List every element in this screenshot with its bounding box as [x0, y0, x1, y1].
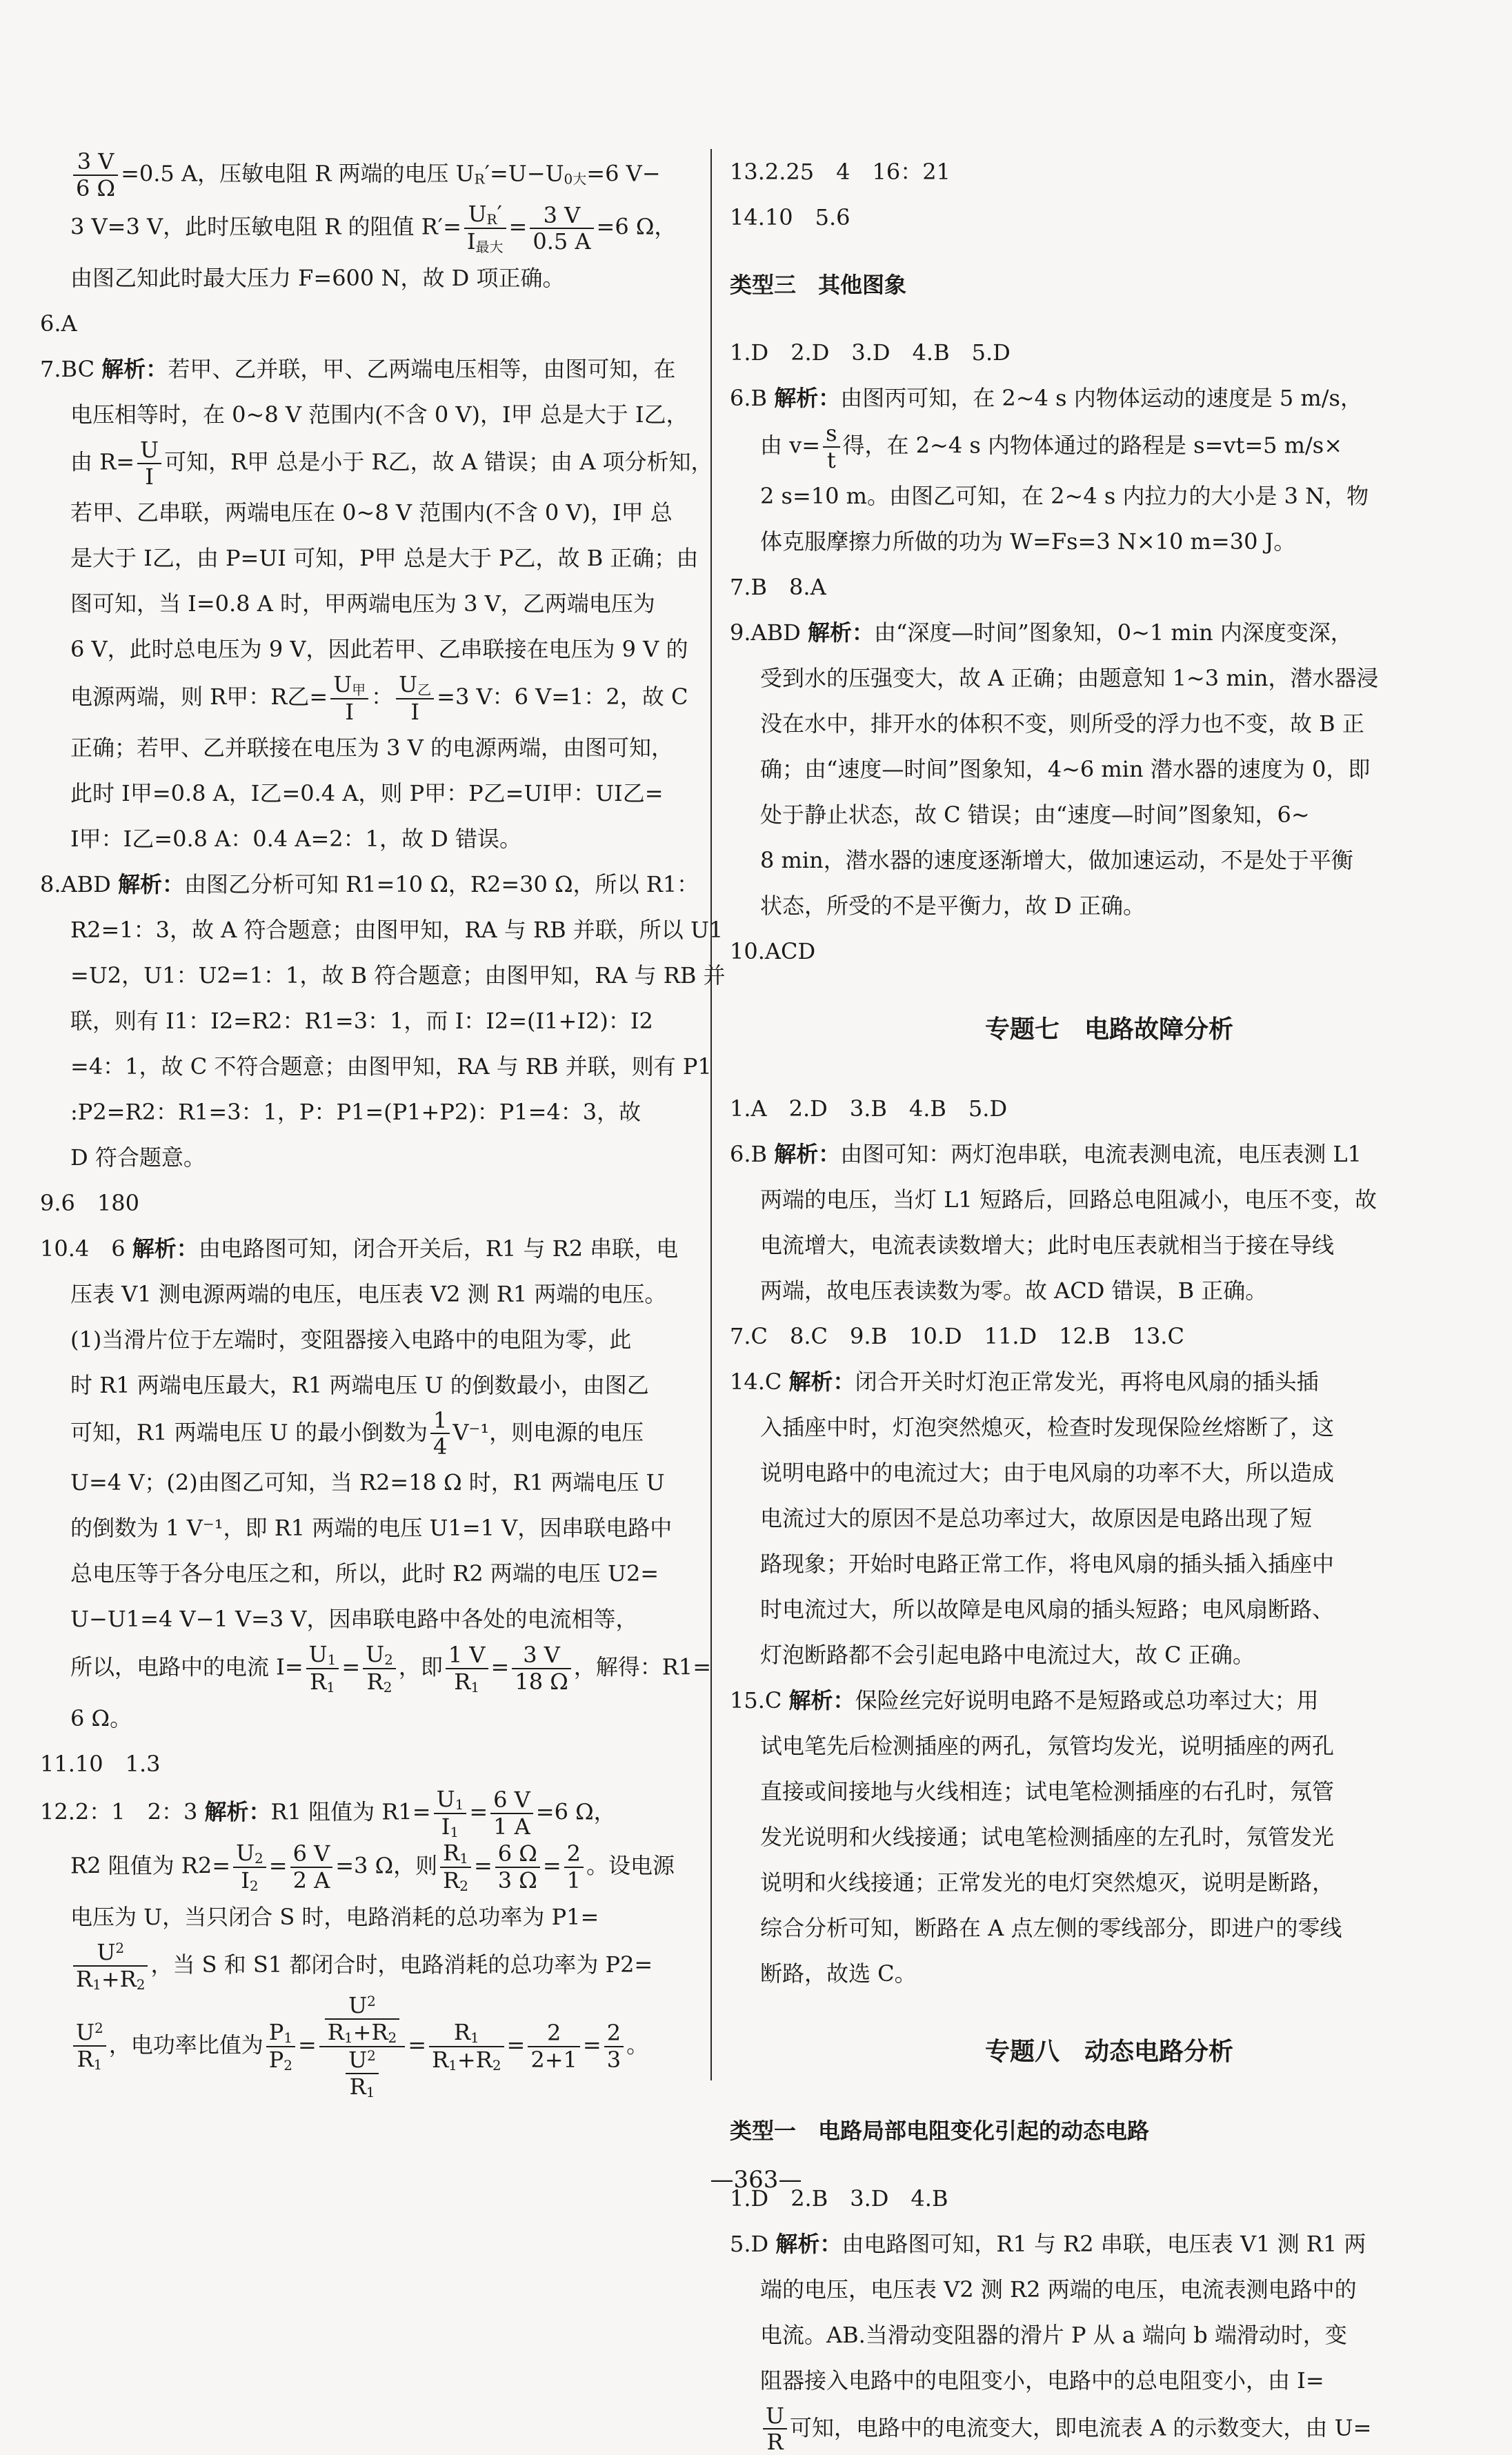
right-line: $\frac{U}{R}$ 可知，电路中的电流变大，即电流表 A 的示数变大，由 U=: [730, 2403, 1489, 2455]
fraction: $\frac{P_1}{P_2}$: [266, 2020, 295, 2074]
right-line: 电流。AB.当滑动变阻器的滑片 P 从 a 端向 b 端滑动时，变: [760, 2321, 1347, 2348]
right-line: 综合分析可知，断路在 A 点左侧的零线部分，即进户的零线: [760, 1914, 1342, 1941]
left-line: D 符合题意。: [70, 1144, 206, 1171]
answer-line: 7.BC 解析：若甲、乙并联，甲、乙两端电压相等，由图可知，在: [40, 356, 676, 383]
answer-line: 7.B 8.A: [730, 573, 826, 600]
fraction: $\frac{3 V}{6 \Omega}$: [73, 149, 118, 201]
fraction: $\frac{2}{3}$: [604, 2020, 624, 2073]
topic-heading: 专题八 动态电路分析: [984, 2037, 1233, 2066]
answer-line: 1.D 2.D 3.D 4.B 5.D: [730, 339, 1011, 366]
answer-line: 1.A 2.D 3.B 4.B 5.D: [730, 1095, 1008, 1122]
fraction: $\frac{U_甲}{I}$: [330, 672, 368, 725]
fraction: $\frac{1 V}{R_1}$: [446, 1642, 488, 1696]
fraction: $\frac{U^2}{R_1+R_2}$: [325, 1993, 399, 2046]
right-line: 路现象；开始时电路正常工作，将电风扇的插头插入插座中: [760, 1550, 1335, 1577]
right-line: 阻器接入电路中的电阻变小，电路中的总电阻变小，由 I=: [760, 2367, 1324, 2394]
fraction: $\frac{U_1}{I_1}$: [434, 1787, 467, 1840]
answer-line: 7.C 8.C 9.B 10.D 11.D 12.B 13.C: [730, 1322, 1184, 1349]
left-line: =U2，U1：U2=1：1，故 B 符合题意；由图甲知，RA 与 RB 并: [70, 962, 726, 988]
left-line: 6 Ω。: [70, 1705, 132, 1732]
fraction: $\frac{3 V}{18 \Omega}$: [512, 1642, 570, 1695]
left-line: (1)当滑片位于左端时，变阻器接入电路中的电阻为零，此: [70, 1326, 632, 1353]
left-line: 图可知，当 I=0.8 A 时，甲两端电压为 3 V，乙两端电压为: [70, 590, 655, 617]
fraction: $\frac{U^2}{R_1+R_2}$: [73, 1940, 148, 1993]
answer-line: 6.B 解析：由图丙可知，在 2~4 s 内物体运动的速度是 5 m/s，: [730, 385, 1362, 411]
fraction: $\frac{U}{I}$: [137, 437, 161, 490]
left-line: 此时 I甲=0.8 A，I乙=0.4 A，则 P甲：P乙=UI甲：UI乙=: [70, 779, 664, 806]
fraction: $\frac{2}{2+1}$: [528, 2020, 580, 2073]
answer-line: 5.D 解析：由电路图可知，R1 与 R2 串联，电压表 V1 测 R1 两: [730, 2230, 1366, 2257]
left-line: $\frac{U^2}{R_1+R_2}$ ，当 S 和 S1 都闭合时，电路消耗的总功率为 P2=: [40, 1940, 702, 1993]
answer-line: 15.C 解析：保险丝完好说明电路不是短路或总功率过大；用: [730, 1687, 1319, 1713]
answer-line: 10.ACD: [730, 937, 816, 964]
left-line: $\frac{3 V}{6 \Omega}$ =0.5 A，压敏电阻 R 两端的电压 $U_R'=U-U_{0大}=6$ V−: [40, 149, 702, 201]
left-line: $\frac{U^2}{R_1}$ ，电功率比值为 $\frac{P_1}{P_2}$ = $\frac{\frac{U^2}{R_1+R_2}}{\frac{U^2}{R_1}}$ = $\frac{R_1}{R_1+R_2}$ = $\frac{2}{2+1}$ = $\frac{2}{3}$ 。: [40, 1993, 702, 2100]
left-line: 是大于 I乙，由 P=UI 可知，P甲 总是大于 P乙，故 B 正确；由: [70, 544, 699, 571]
right-line: 8 min，潜水器的速度逐渐增大，做加速运动，不是处于平衡: [760, 846, 1353, 873]
right-line: 说明电路中的电流过大；由于电风扇的功率不大，所以造成: [760, 1459, 1335, 1486]
section-heading: 类型三 其他图象: [730, 272, 907, 298]
left-line: U−U1=4 V−1 V=3 V，因串联电路中各处的电流相等，: [70, 1606, 638, 1633]
left-line: 的倒数为 1 V⁻¹，即 R1 两端的电压 U1=1 V，因串联电路中: [70, 1515, 673, 1542]
right-line: 电流增大，电流表读数增大；此时电压表就相当于接在导线: [760, 1231, 1335, 1258]
fraction: $\frac{U_1}{R_1}$: [306, 1642, 339, 1696]
right-line: 2 s=10 m。由图乙可知，在 2~4 s 内拉力的大小是 3 N，物: [760, 482, 1369, 509]
answer-line: 14.10 5.6: [730, 204, 850, 230]
fraction: $\frac{U_2}{I_2}$: [233, 1840, 266, 1894]
answer-line: 9.6 180: [40, 1189, 139, 1216]
right-line: 说明和火线接通；正常发光的电灯突然熄灭，说明是断路，: [760, 1869, 1335, 1896]
right-line: 两端，故电压表读数为零。故 ACD 错误，B 正确。: [760, 1277, 1268, 1304]
answer-line: 12.2：1 2：3 解析：R1 阻值为 R1= $\frac{U_1}{I_1}$ = $\frac{6 V}{1 A}$ =6 Ω，: [40, 1786, 616, 1841]
fraction: $\frac{U^2}{R_1}$: [73, 2020, 106, 2073]
fraction: $\frac{6 \Omega}{3 \Omega}$: [495, 1841, 540, 1894]
left-line: R2=1：3，故 A 符合题意；由图甲知，RA 与 RB 并联，所以 U1: [70, 916, 724, 943]
right-line: 端的电压，电压表 V2 测 R2 两端的电压，电流表测电路中的: [760, 2276, 1357, 2303]
answer-line: 14.C 解析：闭合开关时灯泡正常发光，再将电风扇的插头插: [730, 1368, 1319, 1395]
right-line: 确；由“速度—时间”图象知，4~6 min 潜水器的速度为 0，即: [760, 755, 1371, 782]
right-line: 受到水的压强变大，故 A 正确；由题意知 1~3 min，潜水器浸: [760, 664, 1379, 691]
left-line: I甲：I乙=0.8 A：0.4 A=2：1，故 D 错误。: [70, 825, 521, 852]
fraction: $\frac{R_1}{R_1+R_2}$: [429, 2020, 504, 2074]
section-heading: 类型一 电路局部电阻变化引起的动态电路: [730, 2117, 1150, 2144]
left-line: :P2=R2：R1=3：1，P：P1=(P1+P2)：P1=4：3，故: [70, 1098, 641, 1125]
right-line: 试电笔先后检测插座的两孔，氖管均发光，说明插座的两孔: [760, 1732, 1335, 1759]
left-line: 正确；若甲、乙并联接在电压为 3 V 的电源两端，由图可知，: [70, 734, 673, 761]
fraction: $\frac{U^2}{R_1}$: [346, 2047, 379, 2100]
left-line: 电源两端，则 R甲：R乙= $\frac{U_甲}{I}$ ： $\frac{U_乙}{I}$ =3 V：6 V=1：2，故 C: [70, 670, 688, 725]
left-line: 若甲、乙串联，两端电压在 0~8 V 范围内(不含 0 V)，I甲 总: [70, 499, 673, 526]
left-line: 电压为 U，当只闭合 S 时，电路消耗的总功率为 P1=: [70, 1904, 599, 1931]
fraction: $\frac{6 V}{2 A}$: [290, 1841, 333, 1894]
answer-line: 6.A: [40, 310, 77, 337]
fraction: $\frac{R_1}{R_2}$: [440, 1840, 471, 1894]
answer-line: 9.ABD 解析：由“深度—时间”图象知，0~1 min 内深度变深，: [730, 619, 1353, 646]
left-line: U=4 V；(2)由图乙可知，当 R2=18 Ω 时，R1 两端电压 U: [70, 1469, 665, 1496]
fraction: $\frac{2}{1}$: [564, 1841, 584, 1894]
left-line: 电压相等时，在 0~8 V 范围内(不含 0 V)，I甲 总是大于 I乙，: [70, 401, 688, 428]
left-line: R2 阻值为 R2= $\frac{U_2}{I_2}$ = $\frac{6 V}{2 A}$ =3 Ω，则 $\frac{R_1}{R_2}$ = $\frac{6 \Omega}{3 \Omega}$ = $\frac{2}{1}$ 。设电源: [70, 1840, 675, 1895]
right-line: 入插座中时，灯泡突然熄灭，检查时发现保险丝熔断了，这: [760, 1413, 1335, 1440]
fraction: [319, 1993, 405, 2100]
answer-line: 8.ABD 解析：由图乙分析可知 R1=10 Ω，R2=30 Ω，所以 R1：: [40, 871, 699, 897]
right-line: 时电流过大，所以故障是电风扇的插头短路；电风扇断路、: [760, 1596, 1335, 1622]
right-column: [730, 149, 1489, 2455]
answer-line: 11.10 1.3: [40, 1751, 161, 1778]
right-line: 处于静止状态，故 C 错误；由“速度—时间”图象知，6~: [760, 801, 1310, 828]
right-line: 直接或间接地与火线相连；试电笔检测插座的右孔时，氖管: [760, 1778, 1335, 1805]
left-line: 压表 V1 测电源两端的电压，电压表 V2 测 R1 两端的电压。: [70, 1280, 667, 1307]
fraction: $\frac{3 V}{0.5 A}$: [530, 203, 593, 255]
fraction: $\frac{U_2}{R_2}$: [363, 1642, 396, 1696]
left-line: 由 R= $\frac{U}{I}$ 可知，R甲 总是小于 R乙，故 A 错误；由 A 项分析知，: [70, 437, 713, 490]
left-line: 联，则有 I1：I2=R2：R1=3：1，而 I：I2=(I1+I2)：I2: [70, 1007, 653, 1034]
left-column: [40, 148, 726, 2100]
fraction: $\frac{U_R'}{I_{最大}}$: [464, 201, 506, 255]
left-line: 所以，电路中的电流 I= $\frac{U_1}{R_1}$ = $\frac{U_2}{R_2}$ ，即 $\frac{1 V}{R_1}$ = $\frac{3 V}{18 \Omega}$ ，解得：R1=: [70, 1641, 712, 1696]
left-line: 可知，R1 两端电压 U 的最小倒数为 $\frac{1}{4}$ V⁻¹，则电源的电压: [70, 1407, 644, 1460]
right-line: 两端的电压，当灯 L1 短路后，回路总电阻减小，电压不变，故: [760, 1186, 1377, 1213]
right-line: 体克服摩擦力所做的功为 W=Fs=3 N×10 m=30 J。: [760, 528, 1296, 555]
right-line: 由 v= $\frac{s}{t}$ 得，在 2~4 s 内物体通过的路程是 s=vt=5 m/s×: [760, 420, 1343, 473]
fraction: $\frac{1}{4}$: [430, 1408, 450, 1460]
left-line: 6 V，此时总电压为 9 V，因此若甲、乙串联接在电压为 9 V 的: [70, 635, 688, 662]
right-line: 电流过大的原因不是总功率过大，故原因是电路出现了短: [760, 1504, 1313, 1531]
fraction: $\frac{U_乙}{I}$: [396, 672, 434, 725]
answer-line: 13.2.25 4 16：21: [730, 159, 951, 185]
topic-heading: 专题七 电路故障分析: [984, 1015, 1233, 1044]
fraction: $\frac{6 V}{1 A}$: [490, 1787, 533, 1840]
right-line: 灯泡断路都不会引起电路中电流过大，故 C 正确。: [760, 1641, 1255, 1668]
answer-line: 6.B 解析：由图可知：两灯泡串联，电流表测电流，电压表测 L1: [730, 1140, 1362, 1167]
fraction: $\frac{s}{t}$: [823, 421, 839, 473]
left-line: 由图乙知此时最大压力 F=600 N，故 D 项正确。: [70, 265, 565, 292]
right-line: 没在水中，排开水的体积不变，则所受的浮力也不变，故 B 正: [760, 710, 1364, 737]
answer-line: 1.D 2.B 3.D 4.B: [730, 2185, 948, 2212]
fraction: $\frac{U}{R}$: [763, 2403, 787, 2455]
left-line: 时 R1 两端电压最大，R1 两端电压 U 的倒数最小，由图乙: [70, 1371, 649, 1398]
answer-line: 10.4 6 解析：由电路图可知，闭合开关后，R1 与 R2 串联，电: [40, 1235, 679, 1262]
right-line: 断路，故选 C。: [760, 1960, 917, 1987]
left-line: 3 V=3 V，此时压敏电阻 R 的阻值 R′= $\frac{U_R'}{I_{最大}}$ = $\frac{3 V}{0.5 A}$ =6 Ω，: [70, 201, 677, 256]
right-line: 状态，所受的不是平衡力，故 D 正确。: [760, 892, 1146, 919]
page-number: —363—: [710, 2166, 802, 2194]
right-line: 发光说明和火线接通；试电笔检测插座的左孔时，氖管发光: [760, 1823, 1335, 1850]
left-line: 总电压等于各分电压之和，所以，此时 R2 两端的电压 U2=: [70, 1560, 659, 1587]
left-line: =4：1，故 C 不符合题意；由图甲知，RA 与 RB 并联，则有 P1: [70, 1053, 712, 1080]
